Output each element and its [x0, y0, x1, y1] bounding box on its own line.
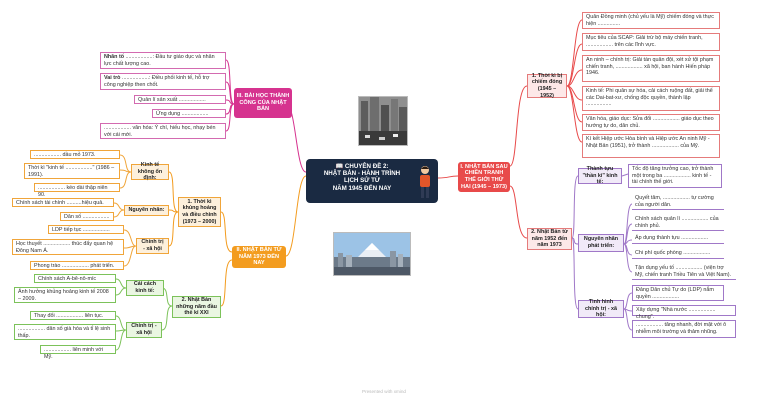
leaf-text: An ninh – chính trị: Giải tán quân đội, xét xử tội phạm chiến tranh, .................. xã hội, ban hành Hiến pháp 1946.	[586, 57, 714, 77]
leaf-text: Chính sách A-bê-nô-míc	[38, 276, 97, 282]
leaf-occupation-6[interactable]	[582, 134, 720, 158]
leaf-text: .................. dầu mỏ 1973.	[34, 152, 96, 158]
leaf-occupation-3[interactable]	[582, 55, 720, 82]
leaf-text: .................. kéo dài thập niên 90.	[38, 185, 108, 198]
branch-lessons[interactable]	[234, 88, 292, 118]
leaf-bold: Vai trò	[104, 75, 121, 81]
leaf-lesson-2[interactable]	[100, 73, 226, 90]
leaf-lesson-5[interactable]	[100, 123, 226, 139]
sub-1952-1973[interactable]	[527, 228, 572, 250]
tokyo-street-photo	[358, 96, 408, 146]
leaf-occupation-1[interactable]	[582, 12, 720, 29]
leaf-pol-b[interactable]	[12, 239, 124, 255]
leaf-text: Chính sách quản lí .................. của chính phủ.	[635, 216, 719, 229]
leaf-text: Tận dụng yếu tố .................. (viện trợ Mỹ, chiến tranh Triều Tiên và Việt Nam).	[635, 265, 732, 278]
leaf-text: Quản lí sản xuất ..................	[138, 97, 206, 103]
group-economic-miracle[interactable]	[578, 168, 622, 184]
leaf-text: Dân số ..................	[64, 214, 110, 220]
leaf-text: .................. tăng nhanh, đời mặt với ô nhiễm môi trường và thảm nhũng.	[636, 322, 727, 335]
group-label: Tình hình chính trị - xã hội:	[584, 299, 618, 319]
leaf-text: .................. dân số già hóa và tỉ lệ sinh thấp.	[18, 326, 111, 339]
leaf-text: Chi phí quốc phòng ..................	[635, 250, 711, 256]
sub-21st-century[interactable]	[172, 296, 221, 318]
leaf-lesson-4[interactable]	[152, 109, 226, 118]
branch-post-war[interactable]	[458, 162, 510, 192]
group-politics-society[interactable]	[578, 300, 624, 318]
group-label: Nguyên nhân phát triển:	[583, 236, 619, 249]
leaf-cause-2[interactable]	[632, 215, 724, 231]
leaf-reform-2[interactable]	[14, 287, 116, 303]
leaf-text: Thay đổi .................. liên tục.	[34, 313, 104, 319]
leaf-politics-1[interactable]	[632, 285, 724, 301]
leaf-occupation-4[interactable]	[582, 86, 720, 111]
group-label: Kinh tế không ổn định:	[137, 162, 163, 182]
leaf-text: Kí kết Hiệp ước Hòa bình và Hiệp ước An ninh Mỹ - Nhật Bản (1951), trở thành .................. của Mỹ.	[586, 136, 710, 149]
leaf-21c-3[interactable]	[40, 345, 116, 360]
leaf-cause-3[interactable]	[632, 234, 724, 244]
group-politics-21c[interactable]	[126, 322, 162, 338]
leaf-lesson-1[interactable]	[100, 52, 226, 69]
leaf-text: Xây dựng "Nhà nước .................. chung".	[636, 307, 716, 320]
leaf-text: Học thuyết .................. thúc đẩy quan hệ Đông Nam Á.	[16, 241, 114, 254]
person-illustration	[416, 165, 434, 199]
leaf-econ-3[interactable]	[34, 183, 120, 198]
leaf-text: LDP tiếp tục ..................	[52, 227, 110, 233]
leaf-text: Ứng dụng ..................	[156, 111, 209, 117]
leaf-econ-2[interactable]	[24, 163, 120, 179]
sub-occupation[interactable]	[527, 74, 567, 98]
sub-occupation-label: 1. Thời kì bị chiếm đóng (1945 – 1952)	[531, 72, 563, 99]
leaf-cause-1[interactable]	[632, 194, 724, 210]
group-label: Nguyên nhân:	[128, 207, 165, 214]
leaf-text: .................. liên minh với Mỹ.	[44, 347, 103, 360]
leaf-text: Kinh tế: Phi quân sự hóa, cải cách ruộng đất, giải thể các Dai-bat-xư, chống độc quyền, thành lập .................	[586, 88, 713, 108]
leaf-text: Mục tiêu của SCAP: Giải trừ bộ máy chiến tranh, .................. trên các lĩnh vực.	[586, 35, 703, 48]
leaf-bold: Nhân tố	[104, 54, 125, 60]
branch-lessons-title: III. BÀI HỌC THÀNH CÔNG CỦA NHẬT BẢN	[236, 93, 290, 113]
leaf-21c-1[interactable]	[30, 311, 116, 320]
leaf-pol-a[interactable]	[48, 225, 124, 234]
leaf-text: Đảng Dân chủ Tự do (LDP) nắm quyền ..................	[636, 287, 714, 300]
footer-credit: Presented with xmind	[362, 389, 406, 394]
leaf-text: Thời kì "kinh tế .................." (1986 – 1991).	[28, 165, 115, 178]
leaf-text: Quyết tâm, .................. tự cường của người dân.	[635, 195, 714, 208]
leaf-text: ..................: Đầu tư giáo dục và nhân lực chất lượng cao.	[104, 54, 215, 67]
leaf-econ-1[interactable]	[30, 150, 120, 159]
sub-crisis-adjustment[interactable]	[178, 197, 221, 227]
leaf-text: Văn hóa, giáo dục: Sửa đổi .................. giáo dục theo hướng tự do, dân chủ.	[586, 116, 714, 129]
leaf-text: Chính sách tài chính ..........hiệu quả.	[16, 200, 104, 206]
group-label: Cải cách kinh tế:	[133, 281, 157, 294]
leaf-miracle-1[interactable]	[628, 164, 722, 188]
central-topic[interactable]	[306, 159, 438, 203]
leaf-text: .................. văn hóa: Ý chí, hiếu học, nhạy bén với cái mới.	[104, 125, 216, 138]
group-econ-reform[interactable]	[126, 280, 164, 296]
leaf-lesson-3[interactable]	[134, 95, 226, 104]
branch-since-1973-title: II. NHẬT BẢN TỪ NĂM 1973 ĐẾN NAY	[236, 247, 282, 267]
group-unstable-economy[interactable]	[131, 164, 169, 180]
leaf-text: Tốc độ tăng trưởng cao, trở thành một trong ba .................. kinh tế - tài chính thế giới.	[632, 166, 714, 186]
branch-post-war-title: I. NHẬT BẢN SAU CHIẾN TRANH THẾ GIỚI THỨ HAI (1945 – 1973)	[460, 163, 508, 190]
leaf-text: Áp dụng thành tựu ..................	[635, 235, 709, 241]
group-politics-b2[interactable]	[136, 238, 169, 254]
sub-21st-century-label: 2. Nhật Bản những năm đầu thế kỉ XXI	[176, 297, 217, 317]
leaf-cause-a[interactable]	[12, 198, 114, 207]
central-topic-title: 📖 CHUYÊN ĐỀ 2: NHẬT BẢN - HÀNH TRÌNH LỊCH SỬ TỪ NĂM 1945 ĐẾN NAY	[323, 163, 401, 192]
leaf-politics-3[interactable]	[632, 320, 736, 338]
tokyo-skyline-photo	[333, 232, 411, 276]
leaf-21c-2[interactable]	[14, 324, 116, 340]
leaf-cause-4[interactable]	[632, 249, 724, 259]
leaf-text: Phong trào .................. phát triển.	[34, 263, 115, 269]
leaf-pol-c[interactable]	[30, 261, 124, 270]
leaf-reform-1[interactable]	[34, 274, 116, 283]
leaf-cause-5[interactable]	[632, 264, 736, 280]
branch-since-1973[interactable]	[232, 246, 286, 268]
leaf-cause-b[interactable]	[60, 212, 114, 221]
group-label: Thành tựu "thần kì" kinh tế:	[582, 166, 618, 186]
leaf-text: Ảnh hưởng khủng hoảng kinh tế 2008 – 2009.	[18, 289, 109, 302]
leaf-text: ..................: Điều phối kinh tế, hỗ trợ công nghiệp then chốt.	[104, 75, 210, 88]
group-causes[interactable]	[124, 205, 169, 216]
group-label: Chính trị - xã hội	[141, 239, 164, 252]
group-label: Chính trị - xã hội	[131, 323, 157, 336]
leaf-politics-2[interactable]	[632, 305, 736, 320]
leaf-occupation-2[interactable]	[582, 33, 720, 51]
sub-1952-1973-label: 2. Nhật Bản từ năm 1952 đến năm 1973	[531, 229, 568, 249]
leaf-text: Quân Đồng minh (chủ yếu là Mỹ) chiếm đóng và thực hiện ...............	[586, 14, 714, 27]
group-growth-causes[interactable]	[578, 234, 624, 252]
sub-crisis-adjustment-label: 1. Thời kì khủng hoảng và điều chỉnh (1973 – 2000)	[182, 198, 217, 225]
leaf-occupation-5[interactable]	[582, 114, 720, 131]
